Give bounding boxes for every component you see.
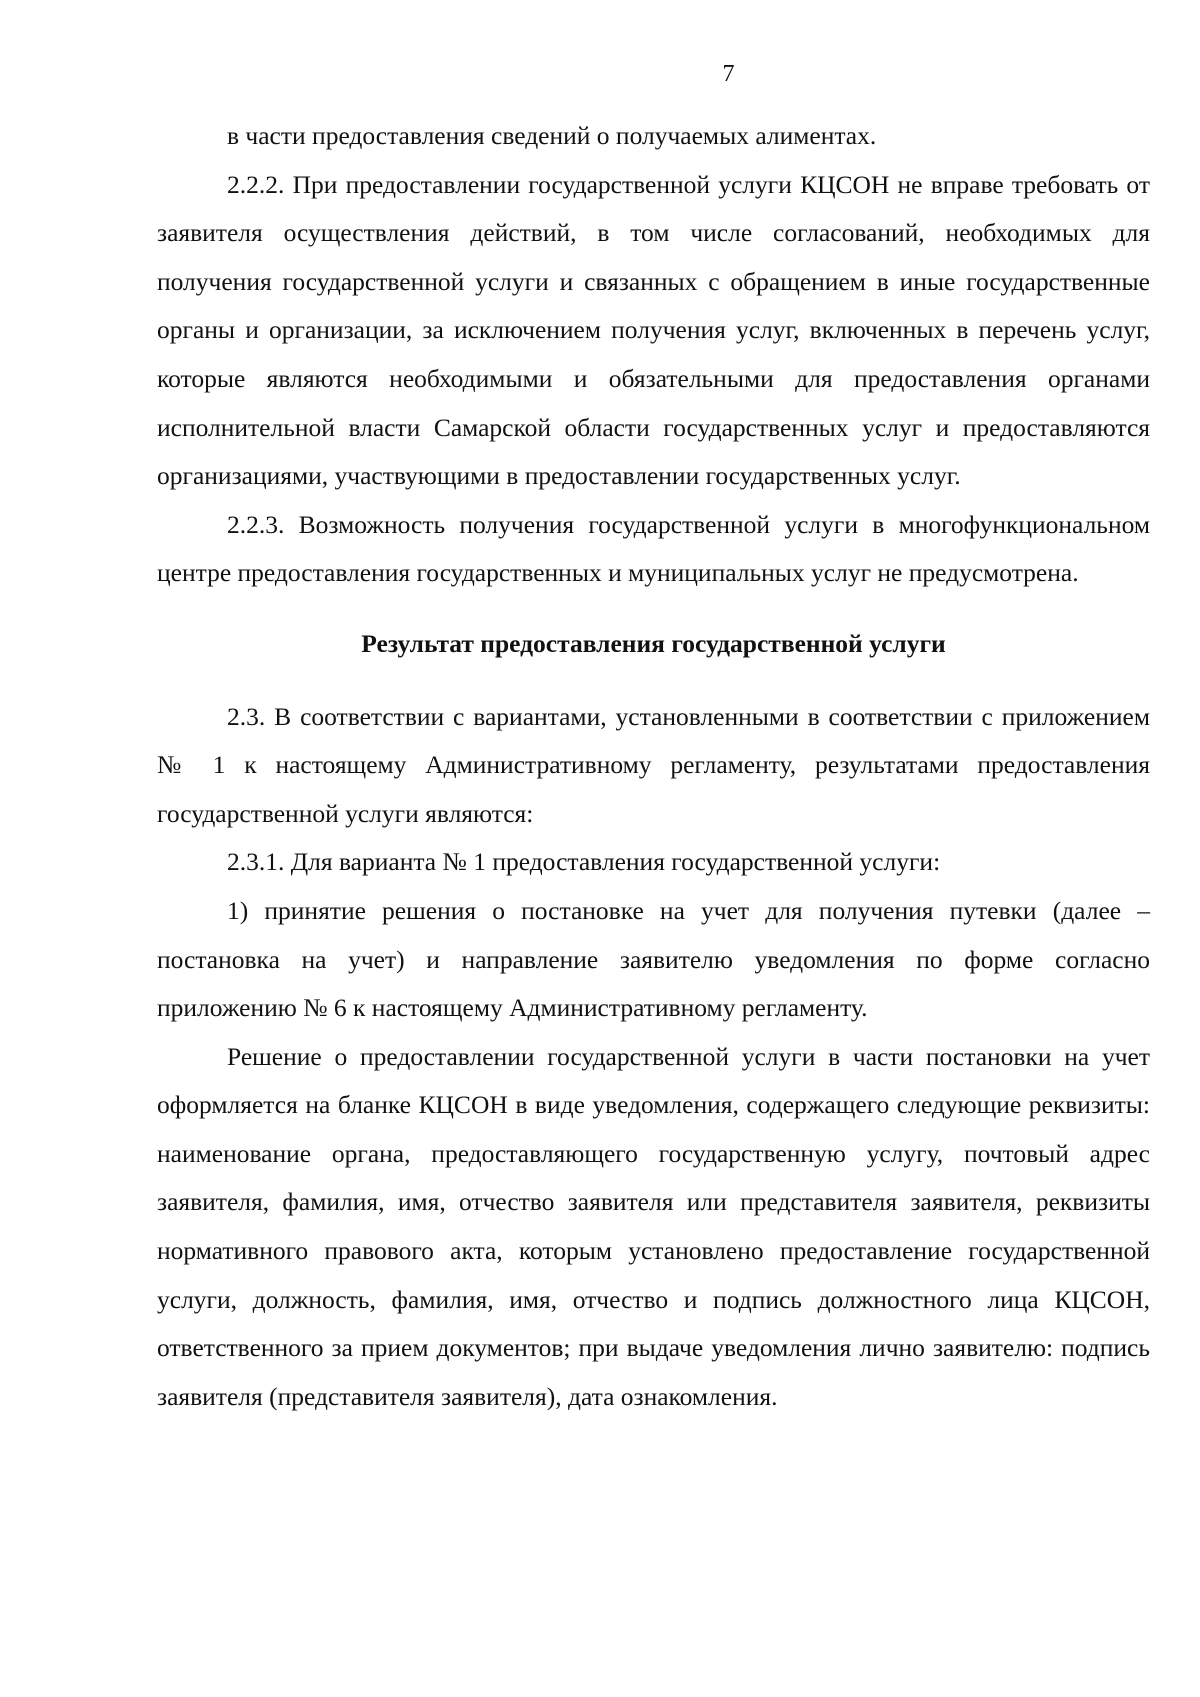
- paragraph-item-1: 1) принятие решения о постановке на учет для получения путевки (далее – постановка на учет) и направление заявителю уведомления по форме согласно приложению № 6 к настоящему Административному регламенту.: [157, 895, 1150, 1023]
- paragraph-decision-details: Решение о предоставлении государственной услуги в части постановки на учет оформляется на бланке КЦСОН в виде уведомления, содержащего следующие реквизиты: наименование органа, предоставляющего государственную услугу, почтовый адрес заявителя, фамилия, имя, отчество заявителя или представителя заявителя, реквизиты нормативного правового акта, которым установлено предоставление государственной услуги, должность, фамилия, имя, отчество и подпись должностного лица КЦСОН, ответственного за прием документов; при выдаче уведомления лично заявителю: подпись заявителя (представителя заявителя), дата ознакомления.: [157, 1041, 1150, 1411]
- page-number: 7: [722, 61, 735, 87]
- paragraph-alimony-continuation: в части предоставления сведений о получаемых алиментах.: [227, 121, 877, 150]
- paragraph-2-2-2: 2.2.2. При предоставлении государственной услуги КЦСОН не вправе требовать от заявителя осуществления действий, в том числе согласований, необходимых для получения государственной услуги и связанных с обращением в иные государственные органы и организации, за исключением получения услуг, включенных в перечень услуг, которые являются необходимыми и обязательными для предоставления органами исполнительной власти Самарской области государственных услуг и предоставляются организациями, участвующими в предоставлении государственных услуг.: [157, 169, 1150, 491]
- paragraph-2-2-3: 2.2.3. Возможность получения государственной услуги в многофункциональном центре предоставления государственных и муниципальных услуг не предусмотрена.: [157, 509, 1150, 588]
- paragraph-2-3: 2.3. В соответствии с вариантами, установленными в соответствии с приложением № 1 к настоящему Административному регламенту, результатами предоставления государственной услуги являются:: [157, 701, 1150, 828]
- paragraph-2-3-1: 2.3.1. Для варианта № 1 предоставления государственной услуги:: [227, 847, 941, 877]
- section-heading: Результат предоставления государственной услуги: [361, 628, 946, 658]
